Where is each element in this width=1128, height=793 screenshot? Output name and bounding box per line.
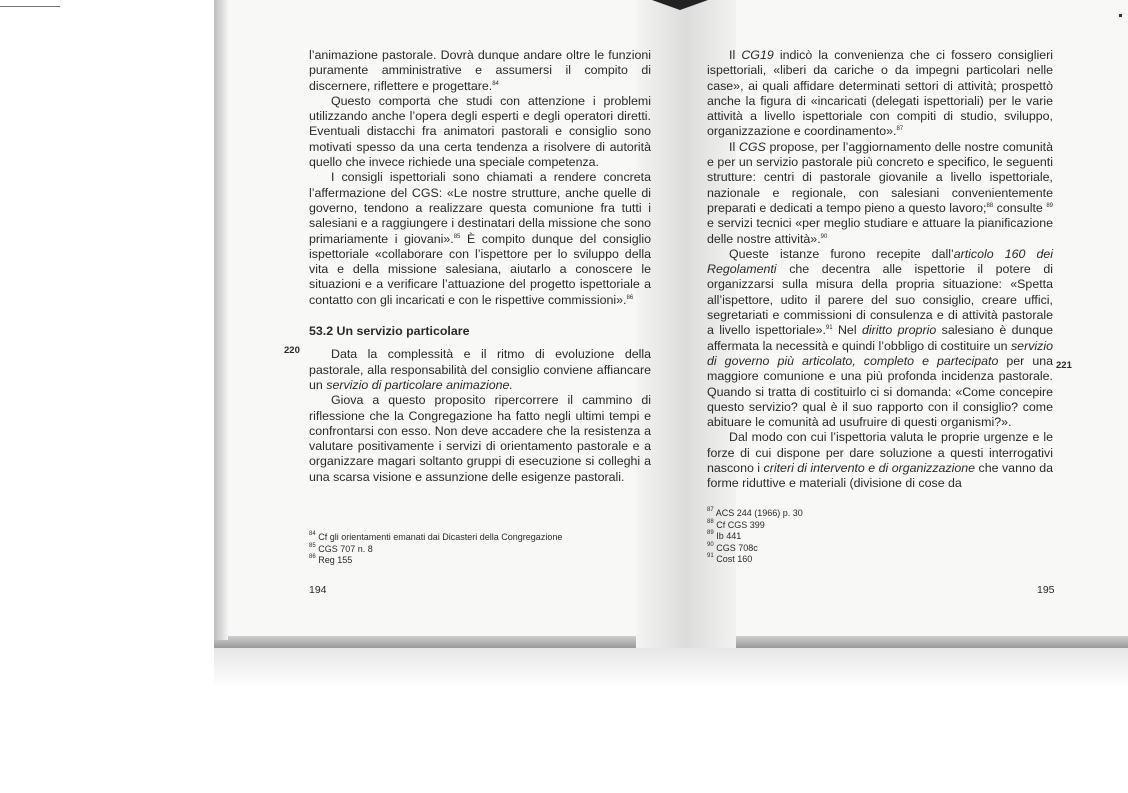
margin-number: 220 xyxy=(284,345,300,356)
footnote: $^{91}$ Cost 160 xyxy=(707,553,753,564)
footnote: $^{86}$ Reg 155 xyxy=(309,554,353,565)
footnote-ref: 86 xyxy=(626,294,634,301)
footnote: $^{90}$ CGS 708c xyxy=(707,541,758,553)
paragraph: Data la complessità e il ritmo di evoluzione della pastorale, alla responsabilità del consiglio conviene affiancare un servizio di particolare animazione. xyxy=(309,347,651,392)
margin-number: 221 xyxy=(1056,360,1072,371)
paragraph: Queste istanze furono recepite dall’articolo 160 dei Regolamenti che decentra alle ispettorie il potere di organizzarsi sulla misura della propria situazione: «Spetta all’ispettore, udito il parere del suo consiglio, creare uffici, segretariati e commissioni di consulenza e di attività pastorale a livello ispettoriale».$^{91}$ Nel diritto proprio salesiano è dunque affermata la necessità e quindi l’obbligo di costituire un servizio di governo più articolato, completo e partecipato per una maggiore comunione e una più profonda incidenza pastorale. Quando si tratta di costituirlo ci si domanda: «Come concepire questo servizio? qual è il suo rapporto con il consiglio? come abituare le comunità ad usufruire di questi organismi?». xyxy=(707,246,1053,430)
footnote: $^{84}$ Cf gli orientamenti emanati dai Dicasteri della Congregazione xyxy=(309,531,563,542)
footnote: $^{85}$ CGS 707 n. 8 xyxy=(309,542,373,554)
footnote: $^{89}$ Ib 441 xyxy=(707,530,742,541)
top-left-rule xyxy=(0,6,60,7)
paragraph: Questo comporta che studi con attenzione i problemi utilizzando anche l’opera degli esperti e degli operatori diretti. Eventuali distacchi fra animatori pastorali e consiglio sono motivati spesso da una certa tendenza a risolvere di autorità quello che invece richiede una speciale competenza. xyxy=(309,93,651,170)
paragraph: Giova a questo proposito ripercorrere il cammino di riflessione che la Congregazione ha fatto negli ultimi tempi e confrontarsi con esso. Non deve accadere che la resistenza a valutare positivamente i servizi di orientamento pastorale e a organizzare magari soltanto gruppi di esecuzione si colleghi a una scarsa visione e assunzione delle esigenze pastorali. xyxy=(309,393,651,484)
footnotes xyxy=(309,532,649,567)
spine-mark xyxy=(652,0,708,10)
left-page-text xyxy=(309,48,651,485)
footnote-ref: 85 xyxy=(453,233,461,240)
paragraph: Il CGS propose, per l’aggiornamento delle nostre comunità e per un servizio pastorale più concreto e specifico, le seguenti strutture: centri di pastorale giovanile a livello ispettoriale, nazionale e regionale, con salesiani convenientemente preparati e dedicati a tempo pieno a questo lavoro;$^{88}$ consulte $^{89}$ e servizi tecnici «per meglio studiare e attuare la pianificazione delle nostre attività».$^{90}$ xyxy=(707,139,1053,246)
corner-dot xyxy=(1119,14,1122,17)
footnote-ref: 88 xyxy=(986,202,994,209)
right-page-text xyxy=(707,48,1053,492)
footnote-ref: 91 xyxy=(825,325,833,332)
section-heading: 53.2 Un servizio particolare xyxy=(309,324,470,339)
bottom-shadow xyxy=(214,648,1128,688)
page-number: 195 xyxy=(1037,584,1055,596)
paragraph: l’animazione pastorale. Dovrà dunque andare oltre le funzioni puramente amministrative e assumersi il compito di discernere, riflettere e progettare.$^{84}$ xyxy=(309,48,651,93)
footnote-ref: 87 xyxy=(896,126,904,133)
paragraph: Il CG19 indicò la convenienza che ci fossero consiglieri ispettoriali, «liberi da cariche o da impegni particolari nelle case», ai quali affidare determinati settori di attività; prospettò anche la figura di «incaricati (delegati ispettoriali) per le varie attività a livello ispettoriale con compiti di studio, sviluppo, organizzazione e coordinamento».$^{87}$ xyxy=(707,48,1053,139)
paragraph: I consigli ispettoriali sono chiamati a rendere concreta l’affermazione del CGS: «Le nostre strutture, anche quelle di governo, tendono a realizzare questa comunione fra tutti i salesiani e a raggiungere i destinatari della missione che sono primariamente i giovani».$^{85}$ È compito dunque del consiglio ispettoriale «collaborare con l’ispettore per lo sviluppo della vita e della missione salesiana, aiutarlo a conoscere le situazioni e a verificare l’attuazione del progetto ispettoriale a contatto con gli incaricati e con le rispettive commissioni».$^{86}$ xyxy=(309,170,651,307)
page-number: 194 xyxy=(309,584,327,596)
footnote-ref: 84 xyxy=(492,80,499,87)
footnote: $^{88}$ Cf CGS 399 xyxy=(707,518,765,530)
footnote-ref: 90 xyxy=(820,233,828,240)
footnote: $^{87}$ ACS 244 (1966) p. 30 xyxy=(707,507,803,518)
paragraph: Dal modo con cui l’ispettoria valuta le proprie urgenze e le forze di cui dispone per dare soluzione a questi interrogativi nascono i criteri di intervento e di organizzazione che vanno da forme riduttive e materiali (divisione di cose da xyxy=(707,430,1053,491)
footnote-ref: 89 xyxy=(1046,202,1053,209)
footnotes xyxy=(707,508,1007,566)
page-edge xyxy=(214,0,228,640)
